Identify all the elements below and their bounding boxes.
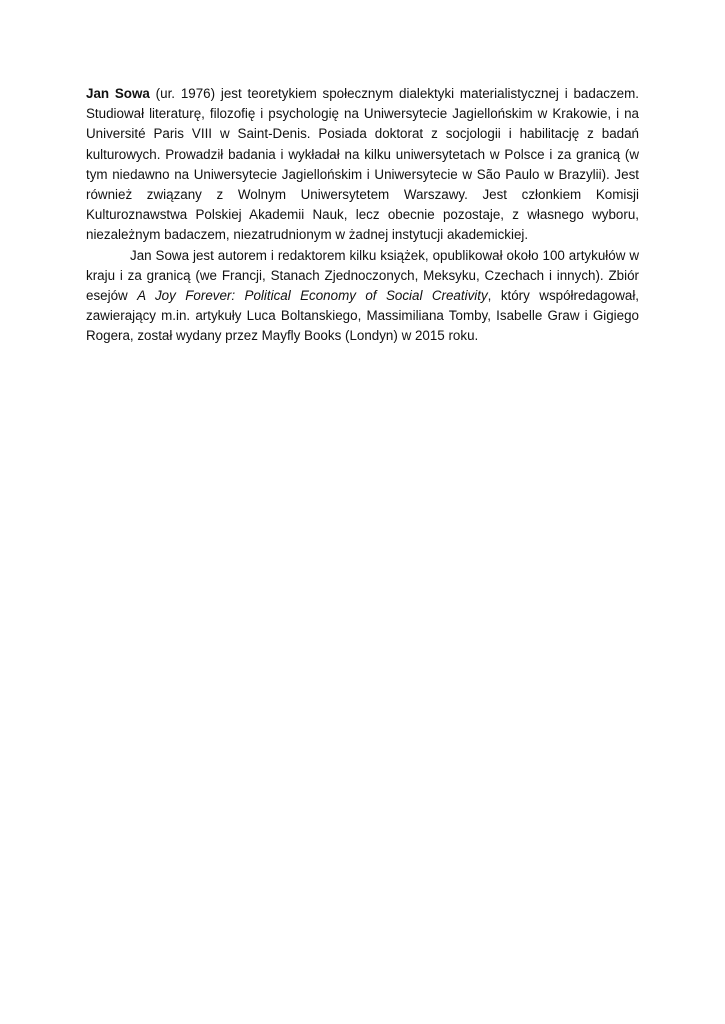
- biography-paragraph-1: [86, 84, 639, 246]
- author-name: Jan Sowa: [86, 86, 150, 101]
- book-title: A Joy Forever: Political Economy of Social Creativity: [137, 288, 488, 304]
- paragraph-1-text: (ur. 1976) jest teoretykiem społecznym dialektyki materialistycznej i badaczem. Studiował literaturę, filozofię i psychologię na Uniwersytecie Jagiellońskim w Krakowie, i na Université Paris VIII w Saint-Denis. Posiada doktorat z socjologii i habilitację z badań kulturowych. Prowadził badania i wykładał na kilku uniwersytetach w Polsce i za granicą (w tym niedawno na Uniwersytecie Jagiellońskim i Uniwersytecie w São Paulo w Brazylii). Jest również związany z Wolnym Uniwersytetem Warszawy. Jest członkiem Komisji Kulturoznawstwa Polskiej Akademii Nauk, lecz obecnie pozostaje, z własnego wyboru, niezależnym badaczem, niezatrudnionym w żadnej instytucji akademickiej.: [86, 86, 639, 243]
- biography-paragraph-2: [86, 246, 639, 347]
- biography-text: [86, 84, 639, 347]
- paragraph-2-text-before: Jan Sowa jest autorem i redaktorem kilku książek, opublikował około 100 artykułów w kraju i za granicą (we Francji, Stanach Zjednoczonych, Meksyku, Czechach i innych). Zbiór esejów: [86, 247, 639, 304]
- paragraph-2-text-after: , który współredagował, zawierający m.in. artykuły Luca Boltanskiego, Massimiliana Tomby, Isabelle Graw i Gigiego Rogera, został wydany przez Mayfly Books (Londyn) w 2015 roku.: [86, 288, 640, 344]
